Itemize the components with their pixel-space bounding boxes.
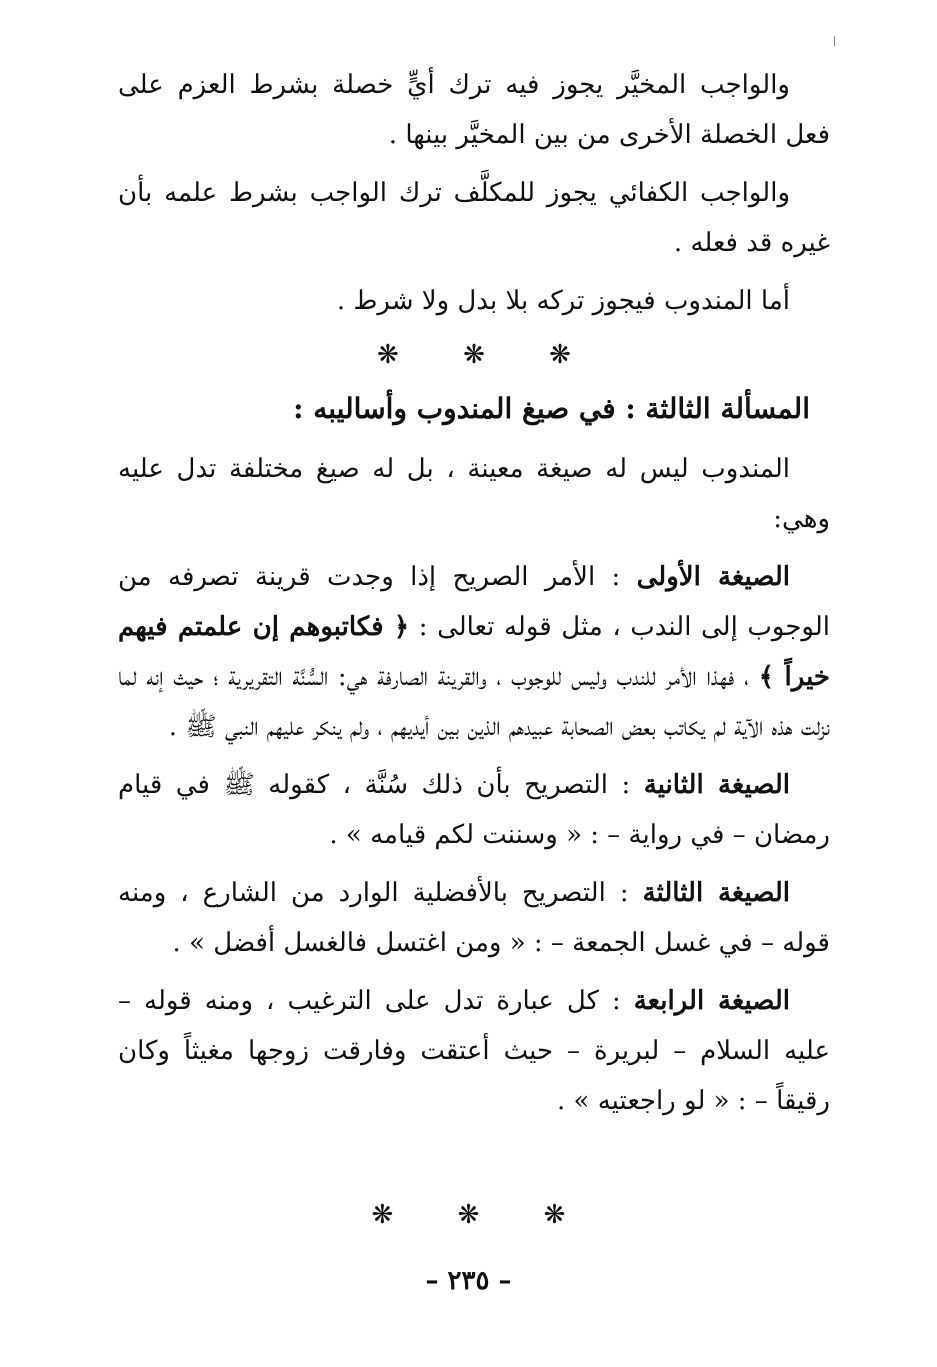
form-fourth-paragraph [118,976,830,1126]
form-first-text-b: ، فهذا الأمر للندب وليس للوجوب ، والقرينة الصارفة هي: السُّنَّة التقريرية ؛ حيث إنه لما نزلت هذه الآية لم يكاتب بعض الصحابة عبيدهم الذين بين أيديهم ، ولم ينكر عليهم النبي ﷺ . [118,662,830,742]
star-ornament-icon: ❋ [543,1200,566,1230]
star-ornament-icon: ❋ [377,340,399,370]
paragraph-optional-obligation: والواجب المخيَّر يجوز فيه ترك أيٍّ خصلة بشرط العزم على فعل الخصلة الأخرى من بين المخيَّر بينها . [118,70,830,150]
quran-verse: ﴿ فكاتبوهم إن علمتم فيهم خيراً ﴾ [118,612,830,692]
page-edge-mark [834,36,835,46]
form-fourth-text: : كل عبارة تدل على الترغيب ، ومنه قوله – عليه السلام – لبريرة – حيث أعتقت وفارقت زوجها مغيثاً وكان رقيقاً – : « لو راجعتيه » . [118,986,831,1116]
star-ornament-icon: ❋ [371,1200,394,1230]
paragraph-collective-obligation: والواجب الكفائي يجوز للمكلَّف ترك الواجب بشرط علمه بأن غيره قد فعله . [118,178,830,258]
star-ornament-icon: ❋ [463,340,485,370]
form-fourth-label: الصيغة الرابعة [633,986,790,1016]
page-body [118,60,830,1134]
form-second-text: : التصريح بأن ذلك سُنَّة ، كقوله ﷺ في قيام رمضان – في رواية – : « وسننت لكم قيامه » . [118,770,830,850]
star-ornament-icon: ❋ [549,340,571,370]
form-third-label: الصيغة الثالثة [642,878,790,908]
section-heading: المسألة الثالثة : في صيغ المندوب وأساليبه : [293,392,810,425]
paragraph-recommended: أما المندوب فيجوز تركه بلا بدل ولا شرط . [336,286,790,316]
form-first-label: الصيغة الأولى [636,562,790,592]
footer-separator-stars [0,1200,937,1230]
section-intro: المندوب ليس له صيغة معينة ، بل له صيغ مختلفة تدل عليه وهي: [118,454,830,534]
separator-stars [118,340,830,370]
page-number: – ٢٣٥ – [425,1266,512,1296]
form-first-text-a: : الأمر الصريح إذا وجدت قرينة تصرفه من الوجوب إلى الندب ، مثل قوله تعالى : [118,562,830,642]
star-ornament-icon: ❋ [457,1200,480,1230]
form-third-text: : التصريح بالأفضلية الوارد من الشارع ، ومنه قوله – في غسل الجمعة – : « ومن اغتسل فالغسل أفضل » . [118,878,830,958]
form-second-paragraph [118,760,830,860]
form-first-paragraph [118,552,830,752]
form-third-paragraph [118,868,830,968]
form-second-label: الصيغة الثانية [643,770,790,800]
